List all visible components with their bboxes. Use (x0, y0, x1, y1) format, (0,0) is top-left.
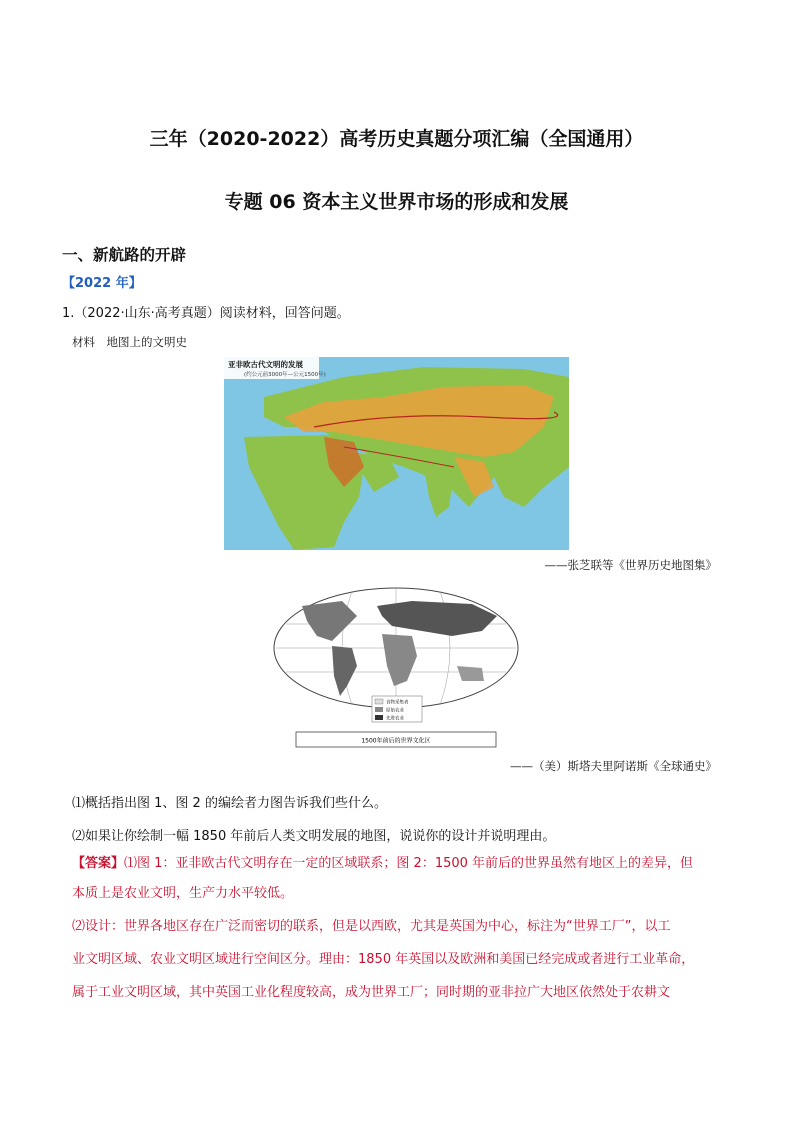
answer-line-5: 属于工业文明区域，其中英国工业化程度较高，成为世界工厂；同时期的亚非拉广大地区依然处于农耕文 (72, 985, 671, 1000)
answer-text-1: ⑴图 1：亚非欧古代文明存在一定的区域联系；图 2：1500 年前后的世界虽然有地区上的差异，但 (124, 856, 694, 871)
answer-line-2: 本质上是农业文明，生产力水平较低。 (72, 886, 294, 901)
map-world-cultures-1500 (272, 586, 520, 750)
subquestion-1: ⑴概括指出图 1、图 2 的编绘者力图告诉我们些什么。 (72, 796, 387, 811)
answer-line-4: 业文明区域、农业文明区域进行空间区分。理由：1850 年英国以及欧洲和美国已经完成或者进行工业革命， (72, 952, 695, 967)
map2-caption: 1500年前后的世界文化区 (361, 737, 431, 745)
map1-subtitle: (约公元前3000年—公元1500年) (244, 372, 326, 378)
map2-source: ——（美）斯塔夫里阿诺斯《全球通史》 (510, 759, 717, 773)
legend-item-primitive-agriculture: 原始农业 (386, 708, 404, 714)
legend-item-food-gatherers: 食物采集者 (386, 700, 409, 706)
document-title: 三年（2020-2022）高考历史真题分项汇编（全国通用） (149, 128, 644, 150)
map-eurasia-africa-civilizations (224, 357, 569, 550)
question-stem: 1.（2022·山东·高考真题）阅读材料，回答问题。 (62, 306, 350, 321)
year-tag: 【2022 年】 (62, 276, 142, 291)
map1-title: 亚非欧古代文明的发展 (228, 360, 303, 369)
map1-graphic (224, 357, 569, 550)
document-subtitle: 专题 06 资本主义世界市场的形成和发展 (224, 191, 569, 213)
map2-graphic (272, 586, 520, 750)
section-heading: 一、新航路的开辟 (62, 246, 187, 264)
legend-item-advanced-agriculture: 先进农业 (386, 716, 404, 722)
subquestion-2: ⑵如果让你绘制一幅 1850 年前后人类文明发展的地图，说说你的设计并说明理由。 (72, 829, 556, 844)
answer-line-3: ⑵设计：世界各地区存在广泛而密切的联系，但是以西欧，尤其是英国为中心，标注为“世界工厂”，以工 (72, 919, 671, 934)
answer-line-1 (72, 857, 732, 870)
material-label: 材料 地图上的文明史 (72, 335, 187, 349)
map1-source: ——张芝联等《世界历史地图集》 (544, 558, 717, 572)
answer-label: 【答案】 (72, 856, 125, 871)
